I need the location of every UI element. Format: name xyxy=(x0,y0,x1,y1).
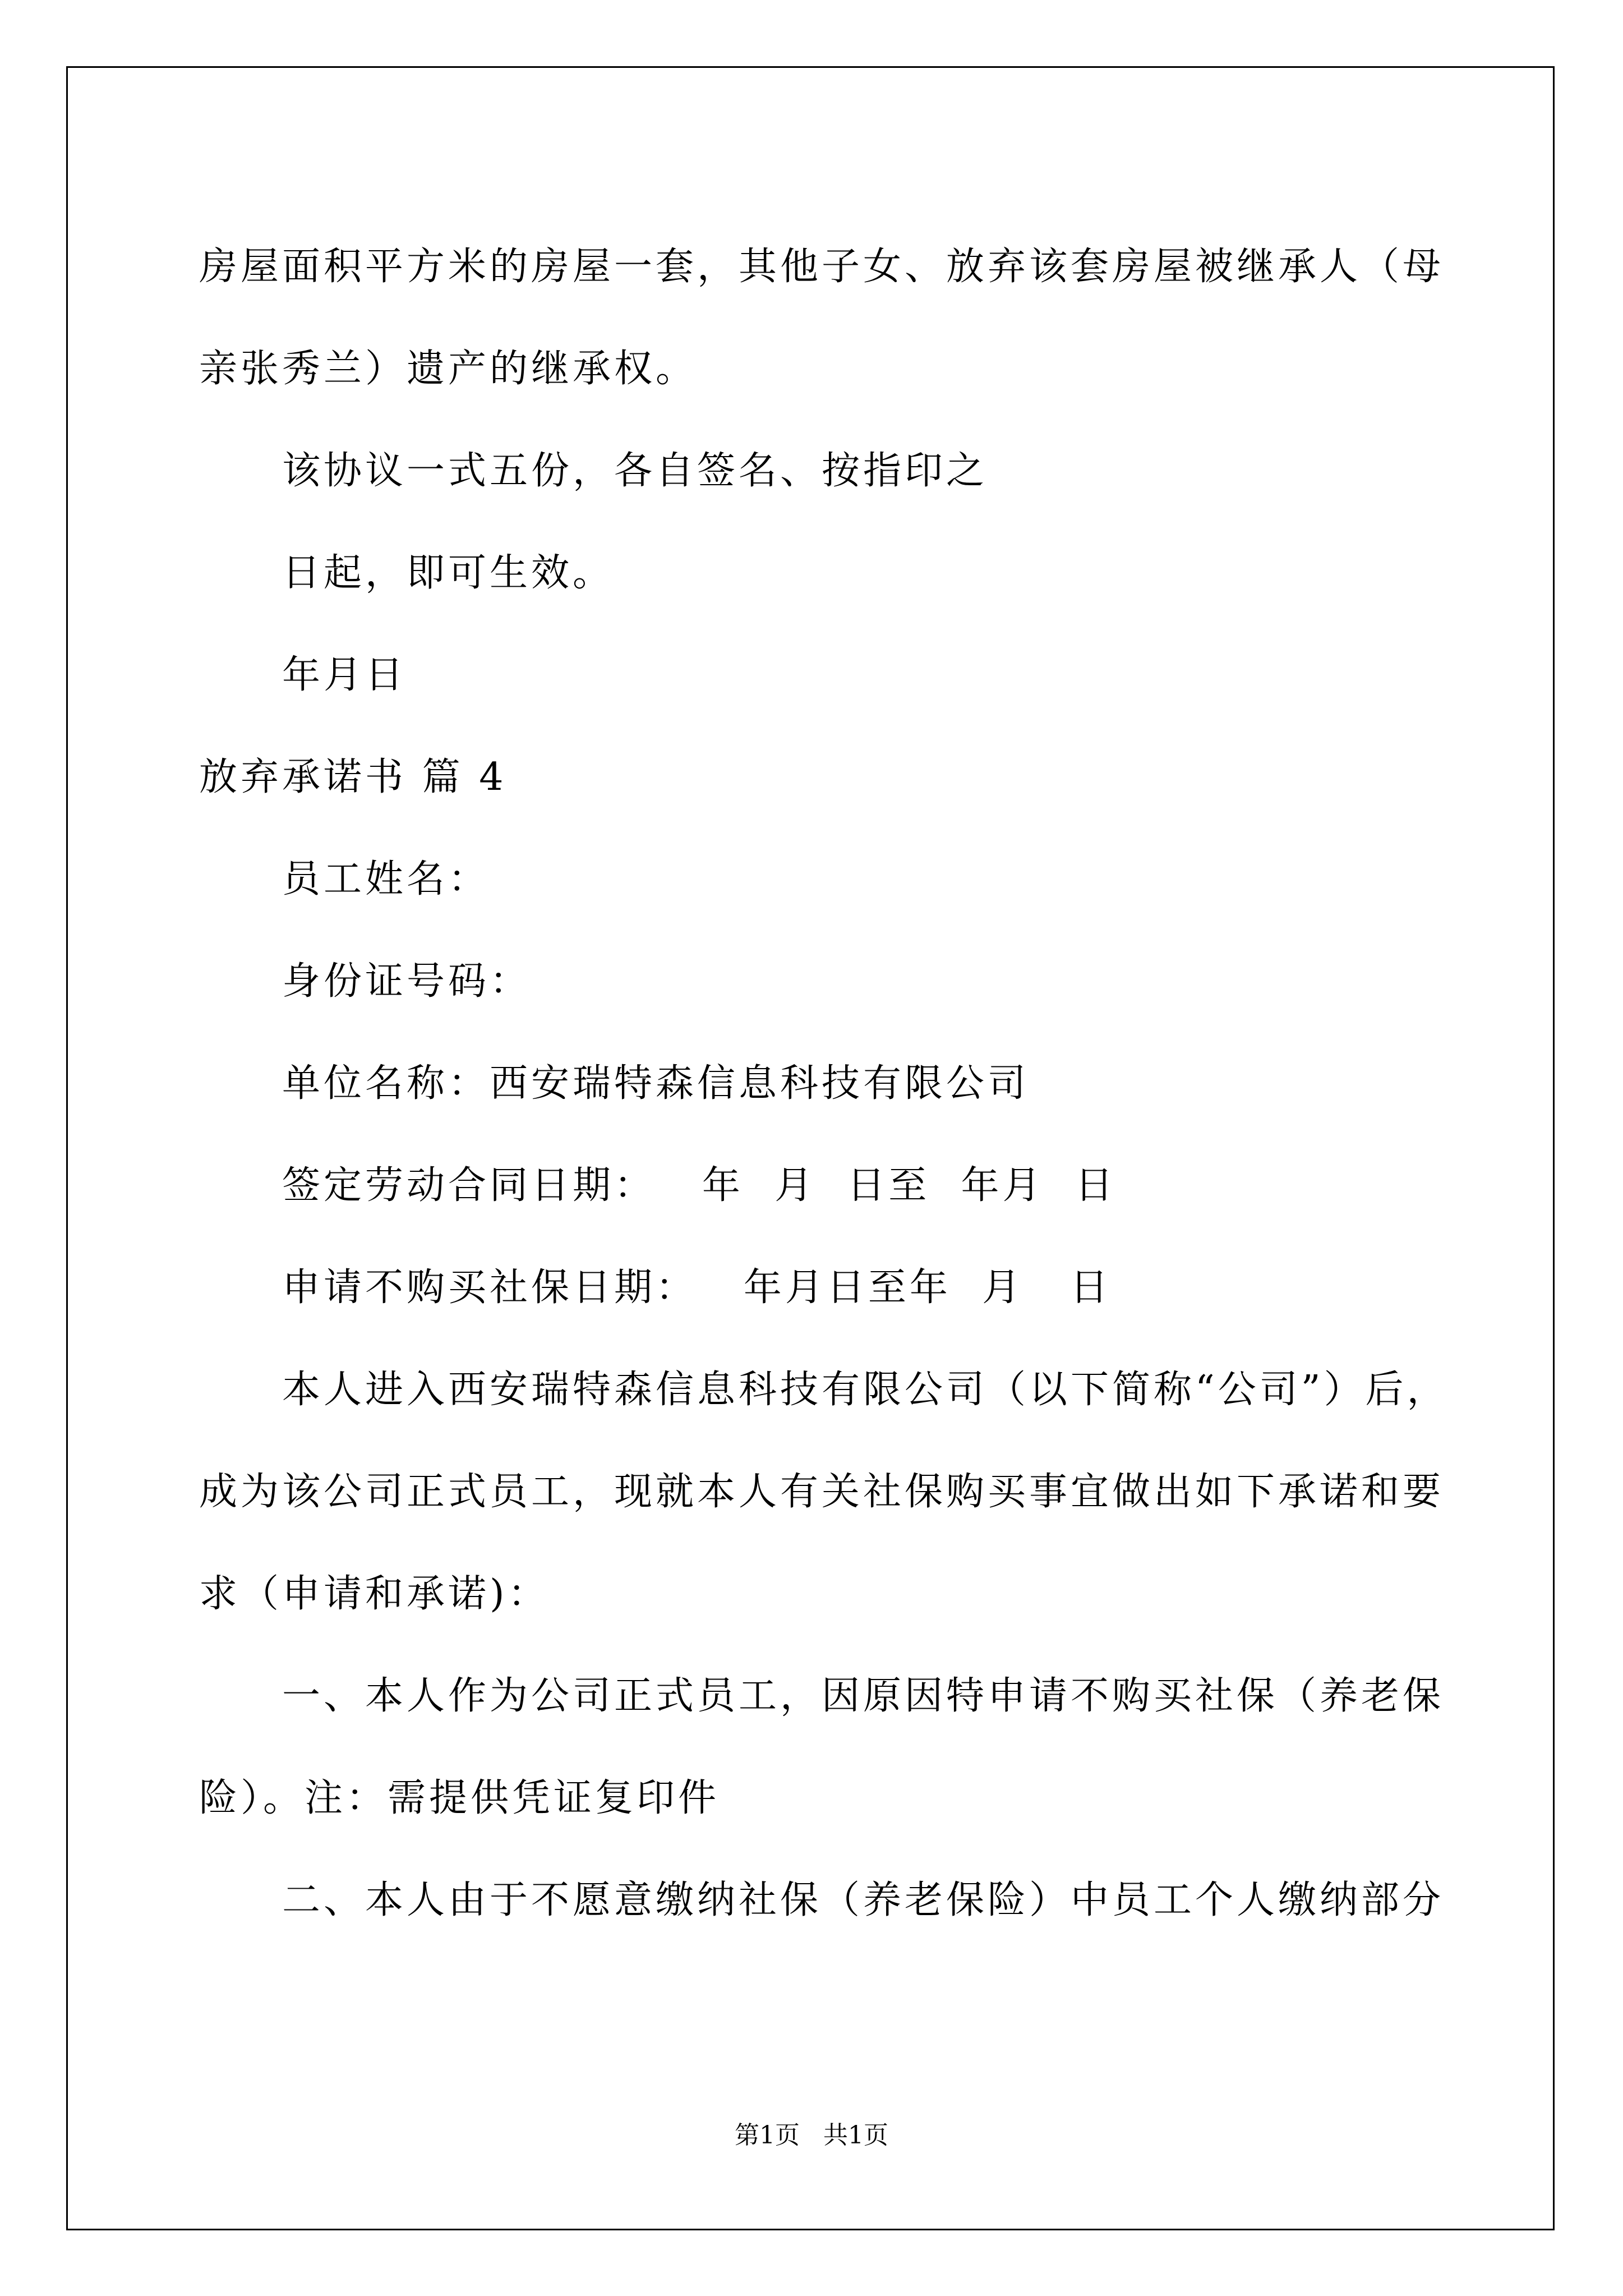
body-line: 险）。注：需提供凭证复印件 xyxy=(199,1776,720,1820)
date-line: 年月日 xyxy=(282,653,407,697)
body-line: 求（申请和承诺)： xyxy=(199,1572,550,1616)
section-heading: 放弃承诺书 篇 4 xyxy=(199,755,507,799)
body-line: 房屋面积平方米的房屋一套，其他子女、放弃该套房屋被继承人（母 xyxy=(199,245,1445,289)
id-number-field: 身份证号码： xyxy=(282,959,532,1004)
company-name-field: 单位名称：西安瑞特森信息科技有限公司 xyxy=(282,1061,1030,1106)
document-body xyxy=(199,216,1450,1952)
body-line: 二、本人由于不愿意缴纳社保（养老保险）中员工个人缴纳部分 xyxy=(282,1878,1445,1922)
contract-date-field: 签定劳动合同日期： 年 月 日至 年月 日 xyxy=(282,1163,1117,1208)
body-line: 亲张秀兰）遗产的继承权。 xyxy=(199,347,698,391)
body-line: 一、本人作为公司正式员工，因原因特申请不购买社保（养老保 xyxy=(282,1674,1445,1718)
employee-name-field: 员工姓名： xyxy=(282,857,490,901)
body-line: 该协议一式五份，各自签名、按指印之 xyxy=(282,449,988,493)
body-line: 本人进入西安瑞特森信息科技有限公司（以下简称“公司”）后， xyxy=(282,1368,1449,1412)
page-footer: 第1页 共1页 xyxy=(735,2121,888,2150)
no-insurance-date-field: 申请不购买社保日期： 年月日至年 月 日 xyxy=(282,1266,1112,1310)
body-line: 日起，即可生效。 xyxy=(282,551,615,595)
body-line: 成为该公司正式员工，现就本人有关社保购买事宜做出如下承诺和要 xyxy=(199,1470,1445,1514)
